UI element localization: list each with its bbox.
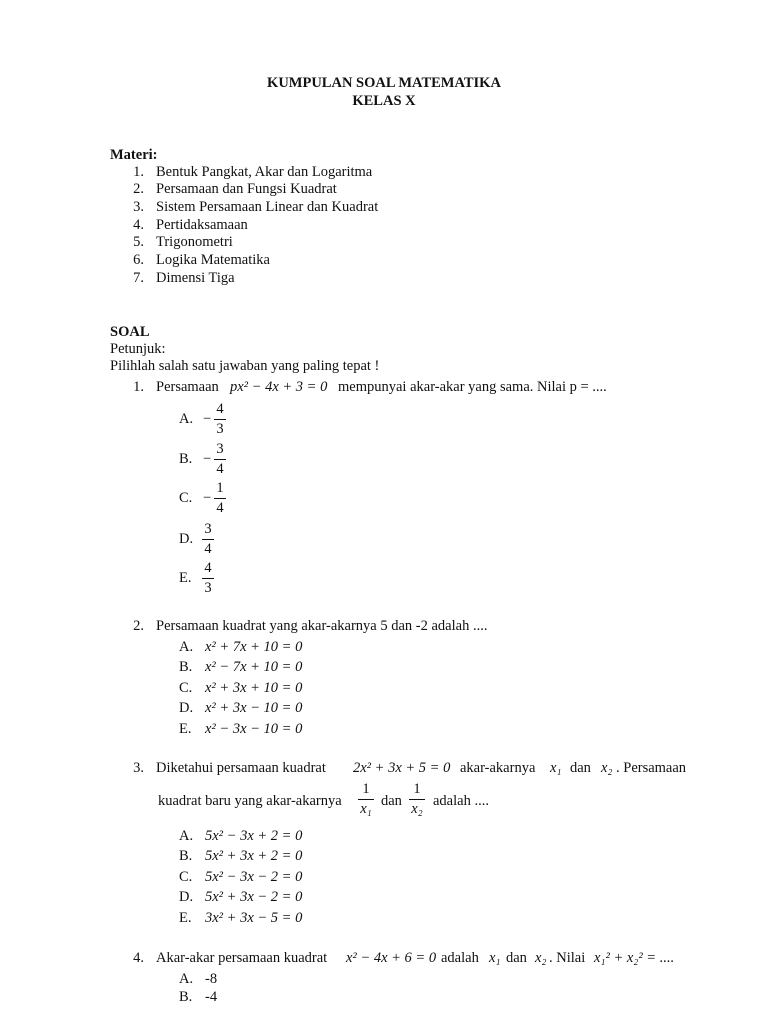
materi-item-label: Bentuk Pangkat, Akar dan Logaritma xyxy=(156,164,373,180)
option-letter[interactable]: C. xyxy=(179,869,193,885)
fraction-denominator: 4 xyxy=(204,540,212,557)
fraction-1-over-x1 xyxy=(358,782,374,816)
fraction-numerator: 1 xyxy=(216,480,224,496)
materi-item-number: 2. xyxy=(133,181,144,197)
fraction-numerator: 4 xyxy=(216,401,224,417)
option-equation: 3x² + 3x − 5 = 0 xyxy=(205,910,303,926)
expression: x₁² + x₂² = .... xyxy=(594,950,675,966)
option-equation: x² − 3x − 10 = 0 xyxy=(205,721,303,737)
option-fraction xyxy=(214,402,226,436)
option-letter[interactable]: E. xyxy=(179,570,192,586)
fraction-denominator: 3 xyxy=(216,420,224,437)
question-text: . Persamaan xyxy=(616,760,687,776)
option-letter[interactable]: C. xyxy=(179,490,193,506)
option-letter[interactable]: B. xyxy=(179,451,193,467)
variable-x1: x₁ xyxy=(489,950,501,966)
fraction-1-over-x2 xyxy=(409,782,425,816)
question-text: Diketahui persamaan kuadrat xyxy=(156,760,326,776)
fraction-numerator: 1 xyxy=(413,781,421,797)
question-text: akar-akarnya xyxy=(460,760,536,776)
question-text: . Nilai xyxy=(549,950,586,966)
question-text: dan xyxy=(570,760,591,776)
option-fraction xyxy=(202,522,214,556)
question-number: 2. xyxy=(133,618,144,634)
materi-item-label: Pertidaksamaan xyxy=(156,217,248,233)
materi-item-number: 7. xyxy=(133,270,144,286)
materi-heading: Materi: xyxy=(110,147,158,163)
option-letter[interactable]: B. xyxy=(179,659,193,675)
option-equation: x² − 7x + 10 = 0 xyxy=(205,659,303,675)
soal-heading: SOAL xyxy=(110,324,150,340)
fraction-denominator: 3 xyxy=(204,579,212,596)
option-equation: 5x² + 3x + 2 = 0 xyxy=(205,848,303,864)
option-letter[interactable]: E. xyxy=(179,910,192,926)
option-value: -4 xyxy=(205,989,218,1005)
materi-item-label: Logika Matematika xyxy=(156,252,270,268)
option-equation: 5x² − 3x − 2 = 0 xyxy=(205,869,303,885)
question-number: 3. xyxy=(133,760,144,776)
question-text: Persamaan xyxy=(156,379,219,395)
fraction-denominator: 4 xyxy=(216,499,224,516)
question-text: dan xyxy=(381,793,402,809)
option-equation: 5x² + 3x − 2 = 0 xyxy=(205,889,303,905)
question-text: Akar-akar persamaan kuadrat xyxy=(156,950,328,966)
materi-item-label: Dimensi Tiga xyxy=(156,270,235,286)
option-letter[interactable]: D. xyxy=(179,531,194,547)
option-letter[interactable]: A. xyxy=(179,971,194,987)
option-letter[interactable]: A. xyxy=(179,639,194,655)
materi-item-number: 4. xyxy=(133,217,144,233)
materi-item-number: 3. xyxy=(133,199,144,215)
instruction-text: Pilihlah salah satu jawaban yang paling tepat ! xyxy=(110,358,380,374)
document-subtitle: KELAS X xyxy=(352,93,416,109)
materi-item-label: Trigonometri xyxy=(156,234,233,250)
variable-x2: x₂ xyxy=(601,760,613,776)
question-text: dan xyxy=(506,950,527,966)
option-fraction xyxy=(214,442,226,476)
document-title: KUMPULAN SOAL MATEMATIKA xyxy=(267,75,501,91)
question-text: Persamaan kuadrat yang akar-akarnya 5 dan -2 adalah .... xyxy=(156,618,488,634)
option-equation: x² + 3x − 10 = 0 xyxy=(205,700,303,716)
option-sign: − xyxy=(203,451,212,467)
materi-item-number: 1. xyxy=(133,164,144,180)
option-letter[interactable]: A. xyxy=(179,411,194,427)
variable-x2: x₂ xyxy=(535,950,547,966)
option-fraction xyxy=(202,561,214,595)
question-text: adalah .... xyxy=(433,793,489,809)
variable-x1: x₁ xyxy=(550,760,562,776)
option-letter[interactable]: A. xyxy=(179,828,194,844)
option-equation: 5x² − 3x + 2 = 0 xyxy=(205,828,303,844)
equation: 2x² + 3x + 5 = 0 xyxy=(353,760,451,776)
materi-item-number: 6. xyxy=(133,252,144,268)
option-letter[interactable]: B. xyxy=(179,989,193,1005)
question-number: 4. xyxy=(133,950,144,966)
question-text: mempunyai akar-akar yang sama. Nilai p = .... xyxy=(338,379,607,395)
option-letter[interactable]: D. xyxy=(179,700,194,716)
fraction-denominator: 4 xyxy=(216,460,224,477)
equation: px² − 4x + 3 = 0 xyxy=(230,379,328,395)
option-letter[interactable]: C. xyxy=(179,680,193,696)
option-letter[interactable]: B. xyxy=(179,848,193,864)
fraction-denominator: x₁ xyxy=(360,800,372,817)
materi-item-label: Sistem Persamaan Linear dan Kuadrat xyxy=(156,199,379,215)
option-equation: x² + 7x + 10 = 0 xyxy=(205,639,303,655)
fraction-numerator: 3 xyxy=(216,441,224,457)
option-equation: x² + 3x + 10 = 0 xyxy=(205,680,303,696)
materi-item-label: Persamaan dan Fungsi Kuadrat xyxy=(156,181,337,197)
fraction-numerator: 3 xyxy=(204,521,212,537)
fraction-denominator: x₂ xyxy=(411,800,423,817)
option-value: -8 xyxy=(205,971,218,987)
question-text: kuadrat baru yang akar-akarnya xyxy=(158,793,342,809)
option-letter[interactable]: E. xyxy=(179,721,192,737)
option-sign: − xyxy=(203,411,212,427)
option-sign: − xyxy=(203,490,212,506)
option-fraction xyxy=(214,481,226,515)
equation: x² − 4x + 6 = 0 xyxy=(346,950,437,966)
fraction-numerator: 1 xyxy=(362,781,370,797)
question-text: adalah xyxy=(441,950,479,966)
materi-item-number: 5. xyxy=(133,234,144,250)
question-number: 1. xyxy=(133,379,144,395)
fraction-numerator: 4 xyxy=(204,560,212,576)
petunjuk-label: Petunjuk: xyxy=(110,341,166,357)
option-letter[interactable]: D. xyxy=(179,889,194,905)
